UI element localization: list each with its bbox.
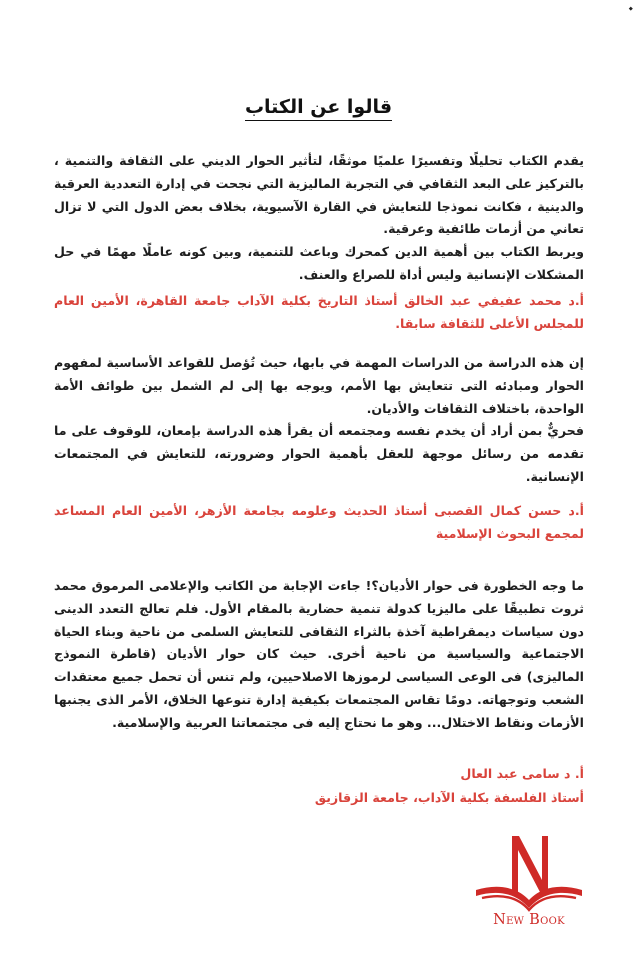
review-2-paragraph-2: فحريٌّ بمن أراد أن يخدم نفسه ومجتمعه أن يقرأ هذه الدراسة بإمعان، للوقوف على ما تقدمه من رسائل موجهة للعقل بأهمية الحوار وضرورته، للتعايش في المجتمعات الإنسانية. xyxy=(54,423,584,484)
publisher-name: New Book xyxy=(493,912,565,928)
title-text: قالوا عن الكتاب xyxy=(245,96,392,121)
review-1-body xyxy=(54,150,584,287)
review-1-author: أ.د محمد عفيفي عبد الخالق أستاذ التاريخ بكلية الآداب جامعة القاهرة، الأمين العام للمجلس الأعلى للثقافة سابقا. xyxy=(54,293,584,331)
review-1-paragraph-2: ويربط الكتاب بين أهمية الدين كمحرك وباعث للتنمية، وبين كونه عاملًا مهمًا في حل المشكلات الإنسانية وليس أداة للصراع والعنف. xyxy=(54,244,584,282)
review-3-author-name: أ. د سامى عبد العال xyxy=(460,766,584,781)
publisher-logo xyxy=(470,828,588,940)
review-3-author xyxy=(54,762,584,810)
review-3-body xyxy=(54,575,584,735)
review-2-body xyxy=(54,352,584,489)
corner-mark: ⬩ xyxy=(628,1,633,15)
review-3-author-title: أستاذ الفلسفة بكلية الآداب، جامعة الزقازيق xyxy=(314,790,584,805)
review-1-paragraph-1: يقدم الكتاب تحليلًا وتفسيرًا علميًا موثقًا، لتأثير الحوار الديني على الثقافة والتنمية ، بالتركيز على البعد الثقافي في التجربة الماليزية التي نجحت في إدارة التعددية العرقية والدينية ، فكانت نموذجا للتعايش في القارة الآسيوية، بخلاف بعض الدول التي لا تزال تعاني من أزمات طائفية وعرقية. xyxy=(54,153,584,237)
page-title xyxy=(0,96,637,118)
review-3-paragraph-1: ما وجه الخطورة فى حوار الأديان؟! جاءت الإجابة من الكاتب والإعلامى المرموق محمد ثروت تطبيقًا على ماليزيا كدولة تنمية حضارية بالمقام الأول. فلم تعالج التعدد الدينى دون سياسات ديمقراطية آخذة بالثراء الثقافى للتعايش السلمى من ناحية وبناء الحياة الاجتماعية والسياسية من ناحية أخرى. حيث كان حوار الأديان (قاطرة النموذج الماليزى) فى الوعى السياسى لرموزها الاصلاحيين، ولم تنس أن تحمل جميع معتقدات الشعب وتوجهاته. دومًا تقاس المجتمعات بكيفية إدارة تنوعها الخلاق، الأمر الذى يجنبها الأزمات ونقاط الاختلال... وهو ما نحتاج إليه فى مجتمعاتنا العربية والإسلامية. xyxy=(54,578,584,730)
book-emblem-icon xyxy=(470,828,588,918)
review-2-paragraph-1: إن هذه الدراسة من الدراسات المهمة في بابها، حيث تُؤصل للقواعد الأساسية لمفهوم الحوار ومبادئه التى تتعايش بها الأمم، ويوجه بها إلى لم الشمل بين طوائف الأمة الواحدة، باختلاف الثقافات والأديان. xyxy=(54,355,584,416)
review-2-author: أ.د حسن كمال القصبى أستاذ الحديث وعلومه بجامعة الأزهر، الأمين العام المساعد لمجمع البحوث الإسلامية xyxy=(54,503,584,541)
